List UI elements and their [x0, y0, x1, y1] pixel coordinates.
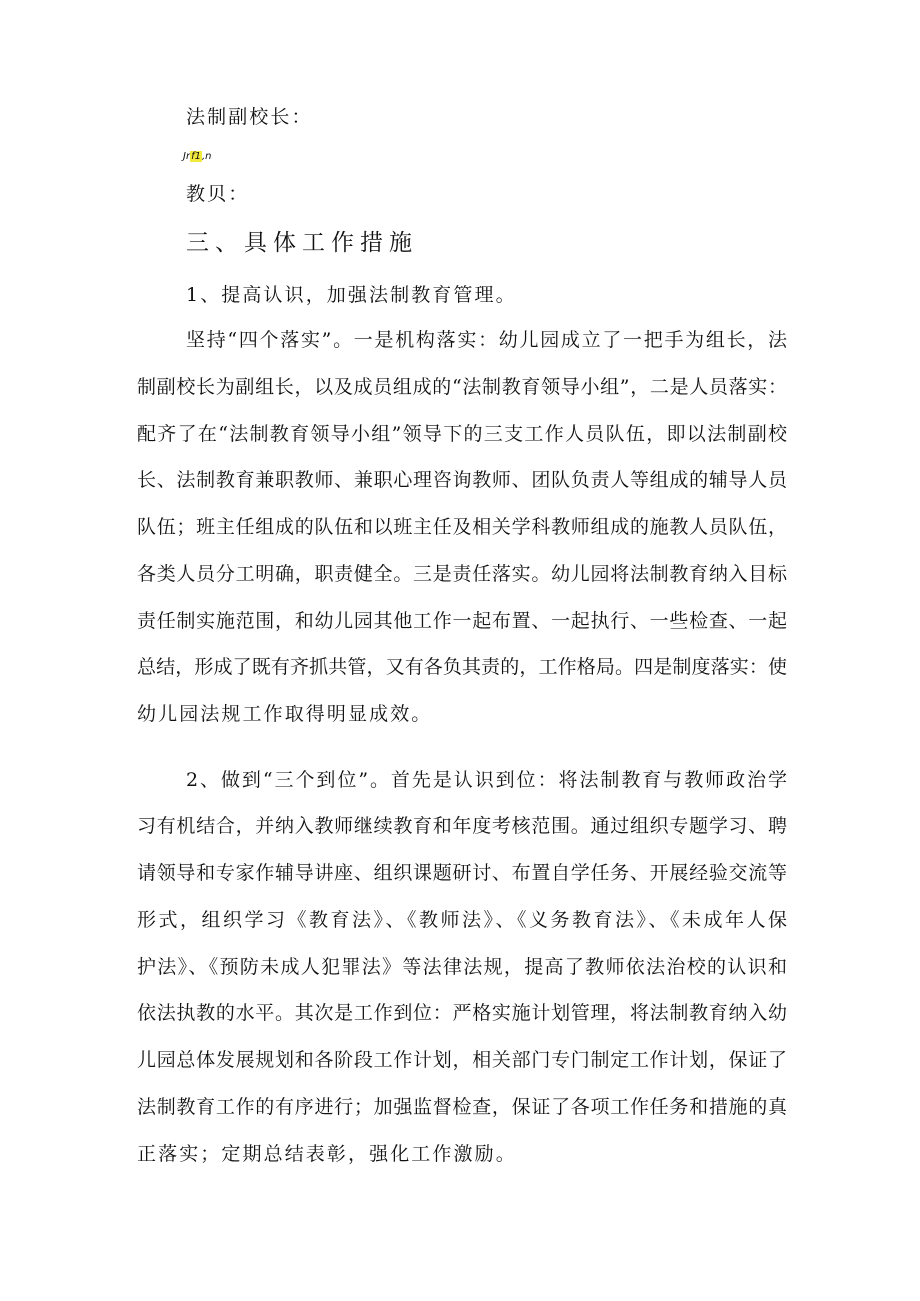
paragraph-line: 各类人员分工明确，职责健全。三是责任落实。幼儿园将法制教育纳入目标 [137, 563, 787, 585]
scribble-mark-post: ,n [201, 151, 212, 162]
paragraph-line: 依法执教的水平。其次是工作到位：严格实施计划管理，将法制教育纳入幼 [137, 1002, 787, 1024]
paragraph-line: 配齐了在“法制教育领导小组”领导下的三支工作人员队伍，即以法制副校 [137, 423, 787, 445]
paragraph-line: 护法》、《预防未成人犯罪法》等法律法规，提高了教师依法治校的认识和 [137, 956, 787, 978]
paragraph-line: 责任制实施范围，和幼儿园其他工作一起布置、一起执行、一些检查、一起 [137, 610, 787, 632]
label-teacher: 教贝： [186, 183, 250, 205]
scribble-mark [183, 151, 211, 163]
paragraph-line: 形式，组织学习《教育法》、《教师法》、《义务教育法》、《未成年人保 [137, 909, 787, 931]
label-legal-vice-principal: 法制副校长： [186, 106, 313, 128]
paragraph-line: 儿园总体发展规划和各阶段工作计划，相关部门专门制定工作计划，保证了 [137, 1049, 787, 1071]
paragraph-line: 总结，形成了既有齐抓共管，又有各负其责的，工作格局。四是制度落实：使 [137, 656, 787, 678]
paragraph-line: 法制教育工作的有序进行；加强监督检查，保证了各项工作任务和措施的真 [137, 1096, 787, 1118]
subheading-1: 1、提高认识，加强法制教育管理。 [186, 284, 517, 306]
paragraph-line: 长、法制教育兼职教师、兼职心理咨询教师、团队负责人等组成的辅导人员 [137, 469, 787, 491]
paragraph-line: 2、做到“三个到位”。首先是认识到位：将法制教育与教师政治学 [186, 769, 787, 791]
paragraph-line: 习有机结合，并纳入教师继续教育和年度考核范围。通过组织专题学习、聘 [137, 815, 787, 837]
paragraph-line: 正落实；定期总结表彰，强化工作激励。 [137, 1143, 517, 1165]
paragraph-line: 制副校长为副组长，以及成员组成的“法制教育领导小组”，二是人员落实： [137, 376, 787, 398]
paragraph-line: 请领导和专家作辅导讲座、组织课题研讨、布置自学任务、开展经验交流等 [137, 862, 787, 884]
scribble-mark-highlight: f1 [191, 151, 201, 162]
paragraph-line: 坚持“四个落实”。一是机构落实：幼儿园成立了一把手为组长，法 [186, 329, 787, 351]
paragraph-line: 幼儿园法规工作取得明显成效。 [137, 703, 433, 725]
paragraph-line: 队伍；班主任组成的队伍和以班主任及相关学科教师组成的施教人员队伍， [137, 516, 787, 538]
section-heading: 三、具体工作措施 [186, 230, 418, 256]
scribble-mark-pre: Jr [183, 151, 191, 162]
